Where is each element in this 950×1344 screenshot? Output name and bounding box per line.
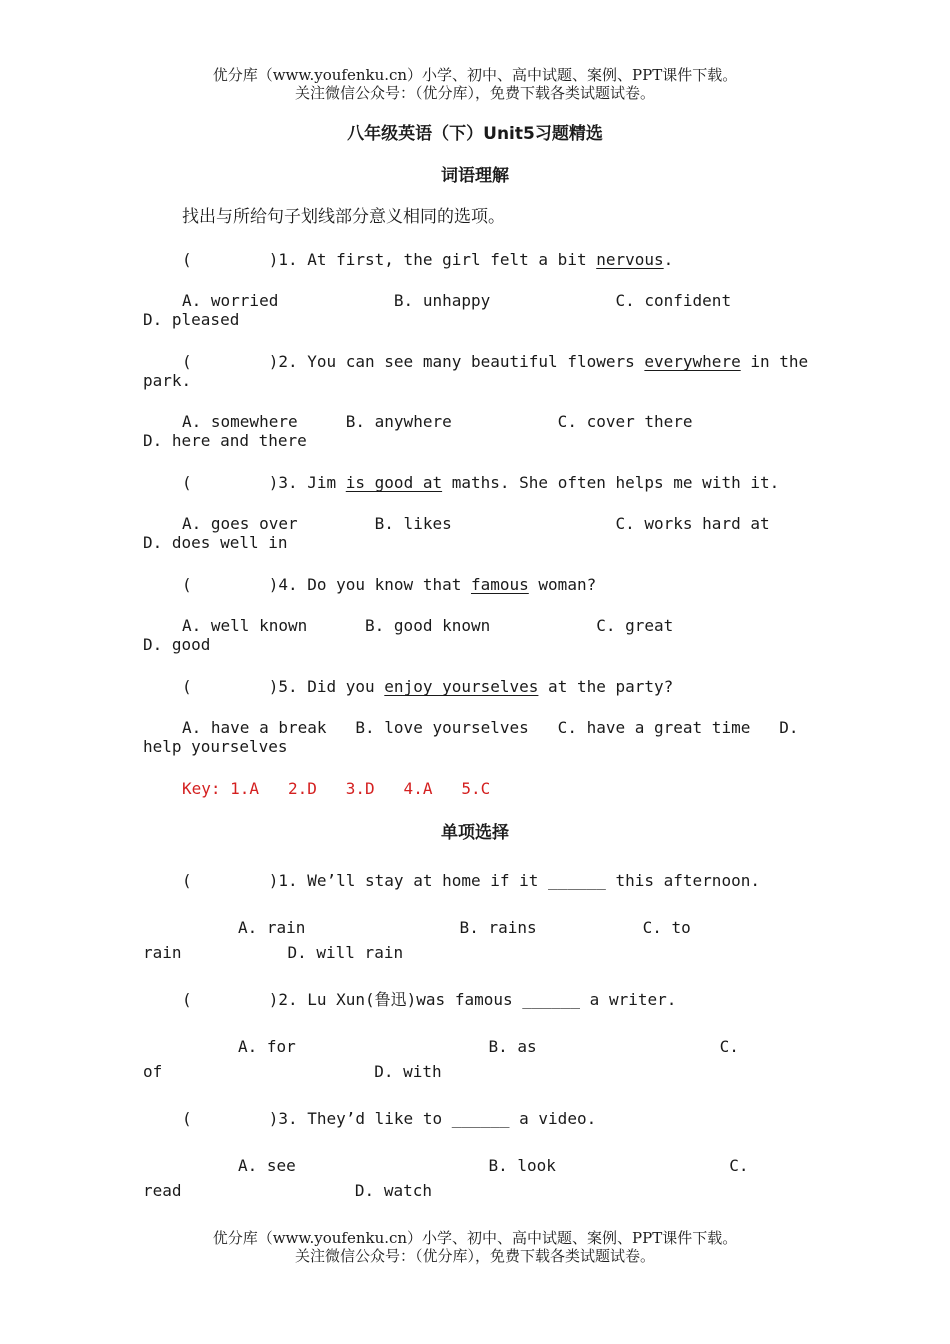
- answer-options: A. see B. look C.: [238, 1156, 749, 1175]
- underlined-phrase: famous: [470, 575, 529, 594]
- page-footer: [0, 1229, 950, 1265]
- question-line: ( )3. They’d like to ______ a video.: [182, 1109, 597, 1128]
- question-text: ( )4. Do you know that: [182, 575, 471, 594]
- answer-options: A. worried B. unhappy C. confident: [182, 291, 732, 310]
- question-text: ( )5. Did you: [182, 677, 385, 696]
- answer-options-wrap: of D. with: [143, 1062, 442, 1081]
- header-line-1: 优分库（www.youfenku.cn）小学、初中、高中试题、案例、PPT课件下载。: [212, 66, 738, 84]
- section-heading-multiple-choice: 单项选择: [441, 823, 509, 843]
- footer-line-2: 关注微信公众号：（优分库），免费下载各类试题试卷。: [294, 1247, 655, 1265]
- question-line: ( )2. Lu Xun(鲁迅)was famous ______ a writer.: [182, 990, 677, 1009]
- question-text-end: .: [663, 250, 674, 269]
- question-text: ( )3. Jim: [182, 473, 346, 492]
- question-text-end: in the: [740, 352, 809, 371]
- answer-options: A. somewhere B. anywhere C. cover there: [182, 412, 693, 431]
- question-text-end: at the party?: [538, 677, 674, 696]
- question-line: [182, 473, 779, 493]
- question-line: [182, 250, 673, 270]
- answer-options-wrap: rain D. will rain: [143, 943, 404, 962]
- answer-options-wrap: help yourselves: [143, 737, 288, 756]
- question-text: ( )1. At first, the girl felt a bit: [182, 250, 597, 269]
- answer-options-wrap: D. here and there: [143, 431, 307, 450]
- page-header: [0, 66, 950, 102]
- answer-options-wrap: read D. watch: [143, 1181, 432, 1200]
- underlined-phrase: is good at: [345, 473, 443, 492]
- answer-options: A. rain B. rains C. to: [238, 918, 691, 937]
- question-text-end: woman?: [528, 575, 597, 594]
- answer-options: A. have a break B. love yourselves C. have a great time D.: [182, 718, 799, 737]
- question-line: [182, 677, 673, 697]
- answer-options: A. for B. as C.: [238, 1037, 739, 1056]
- footer-line-1: 优分库（www.youfenku.cn）小学、初中、高中试题、案例、PPT课件下载。: [212, 1229, 738, 1247]
- underlined-phrase: nervous: [596, 250, 664, 269]
- answer-options-wrap: D. does well in: [143, 533, 288, 552]
- section-heading-vocabulary: 词语理解: [441, 166, 509, 186]
- instruction-text: 找出与所给句子划线部分意义相同的选项。: [182, 207, 505, 227]
- underlined-phrase: everywhere: [644, 352, 741, 371]
- underlined-phrase: enjoy yourselves: [384, 677, 539, 696]
- answer-options: A. well known B. good known C. great: [182, 616, 674, 635]
- answer-options-wrap: D. good: [143, 635, 211, 654]
- question-text: ( )2. You can see many beautiful flowers: [182, 352, 645, 371]
- question-line-wrap: park.: [143, 371, 192, 390]
- question-line: [182, 575, 596, 595]
- question-line: ( )1. We’ll stay at home if it ______ this afternoon.: [182, 871, 760, 890]
- question-text-end: maths. She often helps me with it.: [442, 473, 780, 492]
- document-title: 八年级英语（下）Unit5习题精选: [347, 124, 603, 144]
- answer-options-wrap: D. pleased: [143, 310, 240, 329]
- question-line: [182, 352, 808, 372]
- answer-key: Key: 1.A 2.D 3.D 4.A 5.C: [182, 779, 491, 798]
- answer-options: A. goes over B. likes C. works hard at: [182, 514, 770, 533]
- header-line-2: 关注微信公众号：（优分库），免费下载各类试题试卷。: [294, 84, 655, 102]
